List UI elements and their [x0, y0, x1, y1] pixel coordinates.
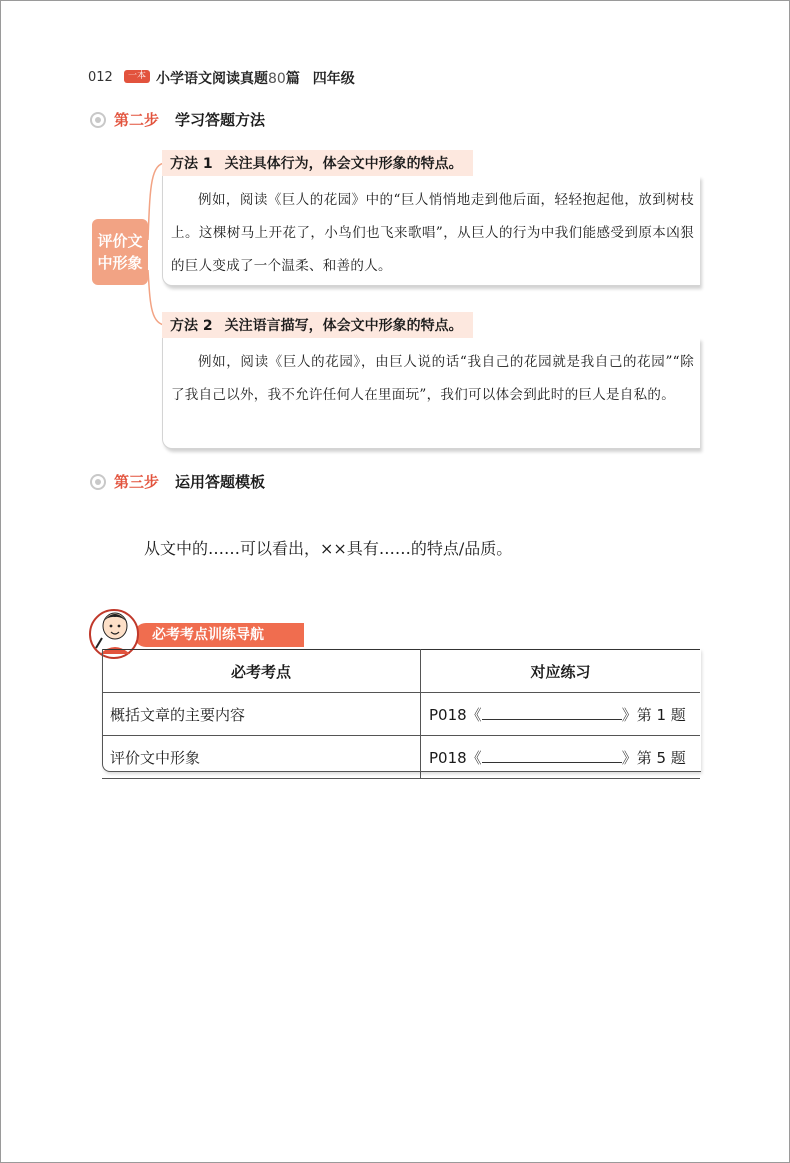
header-exercise: 对应练习 [421, 650, 701, 693]
exercise-cell [421, 736, 701, 779]
method2-title: 关注语言描写，体会文中形象的特点。 [224, 318, 463, 334]
grade-label: 四年级 [312, 71, 355, 87]
method2-example: 例如，阅读《巨人的花园》，由巨人说的话“我自己的花园就是我自己的花园”“除了我自己以外，我不允许任何人在里面玩”，我们可以体会到此时的巨人是自私的。 [162, 338, 700, 449]
topic-tag [92, 219, 148, 285]
topic-tag-line1: 评价文 [97, 232, 143, 250]
answer-blank[interactable] [482, 748, 622, 763]
table-row [102, 693, 700, 736]
exercise-cell [421, 693, 701, 736]
point-cell: 概括文章的主要内容 [102, 693, 421, 736]
answer-template: 从文中的……可以看出，××具有……的特点/品质。 [144, 539, 513, 558]
exercise-ref-prefix: P018《 [429, 748, 482, 767]
answer-blank[interactable] [482, 705, 622, 720]
nav-table-header [102, 650, 700, 693]
exercise-ref-suffix: 》第 5 题 [621, 748, 686, 767]
exercise-ref-suffix: 》第 1 题 [621, 705, 686, 724]
page-number: 012 [88, 70, 113, 85]
table-row [102, 736, 700, 779]
method1-label [162, 150, 473, 176]
nav-banner-text: 必考考点训练导航 [152, 627, 264, 643]
book-title-part2: 篇 [285, 71, 300, 87]
header-point: 必考考点 [102, 650, 421, 693]
step3-title: 运用答题模板 [175, 473, 266, 491]
method2-number: 方法 2 [170, 318, 213, 334]
nav-table [102, 649, 700, 779]
bullet-ring-icon [90, 474, 106, 490]
step3-heading [90, 471, 265, 492]
step2-label: 第二步 [114, 111, 160, 129]
nav-banner [134, 623, 304, 647]
exercise-ref-prefix: P018《 [429, 705, 482, 724]
point-cell: 评价文中形象 [102, 736, 421, 779]
logo-badge: 一本 [124, 70, 150, 83]
topic-tag-line2: 中形象 [97, 254, 143, 272]
method1-title: 关注具体行为，体会文中形象的特点。 [224, 156, 463, 172]
book-title-num: 80 [268, 71, 286, 87]
step2-title: 学习答题方法 [175, 111, 266, 129]
step3-label: 第三步 [114, 473, 160, 491]
method2-label [162, 312, 473, 338]
method1-example: 例如，阅读《巨人的花园》中的“巨人悄悄地走到他后面，轻轻抱起他，放到树枝上。这棵树马上开花了，小鸟们也飞来歌唱”，从巨人的行为中我们能感受到原本凶狠的巨人变成了一个温柔、和善的人。 [162, 176, 700, 286]
book-title-part1: 小学语文阅读真题 [156, 71, 268, 87]
method1-number: 方法 1 [170, 156, 213, 172]
